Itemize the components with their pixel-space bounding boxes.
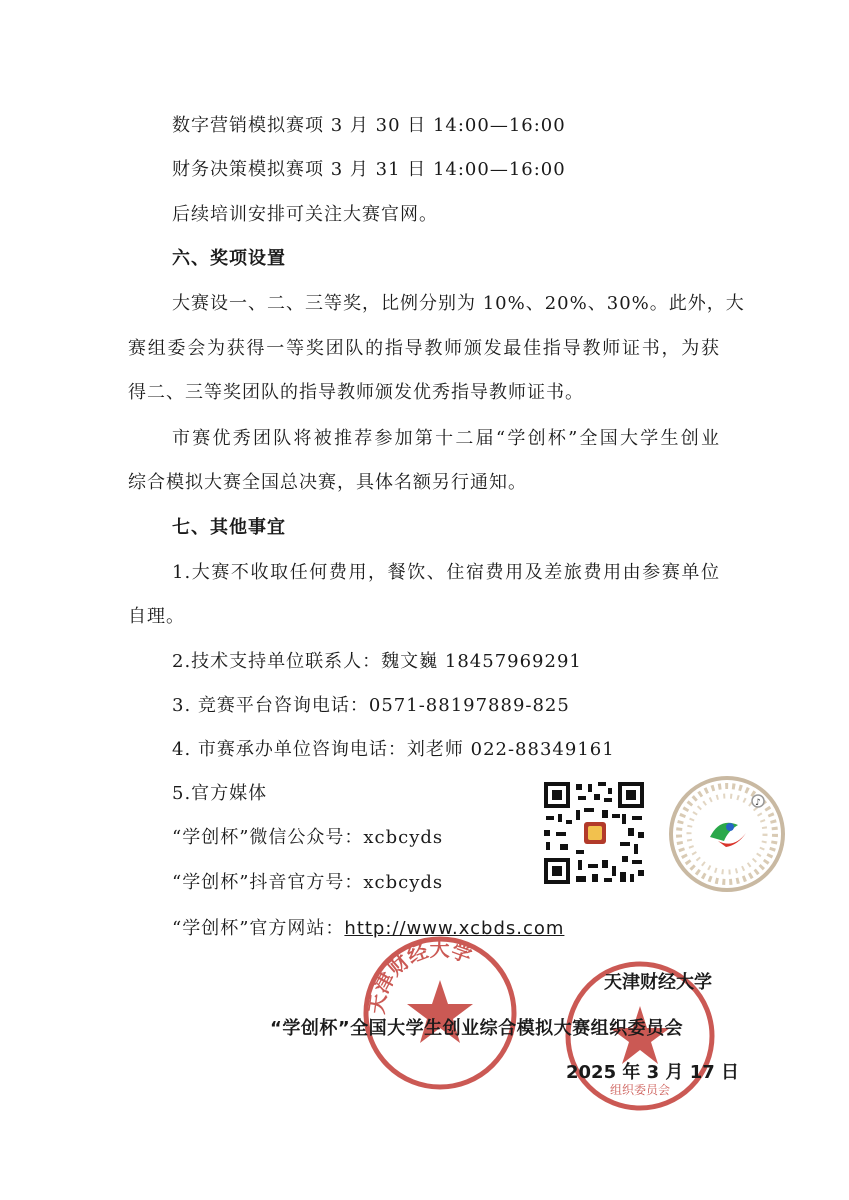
tech-support-contact: 2.技术支持单位联系人：魏文巍 18457969291: [172, 651, 582, 672]
signature-date: 2025 年 3 月 17 日: [566, 1062, 740, 1083]
organizer-phone: 4. 市赛承办单位咨询电话：刘老师 022-88349161: [172, 739, 615, 760]
signature-committee: “学创杯”全国大学生创业综合模拟大赛组织委员会: [270, 1018, 684, 1039]
website-label: “学创杯”官方网站：: [172, 918, 345, 939]
awards-paragraph-line-2: 赛组委会为获得一等奖团队的指导教师颁发最佳指导教师证书，为获: [128, 338, 720, 359]
fees-line-2: 自理。: [128, 606, 185, 627]
training-note: 后续培训安排可关注大赛官网。: [172, 204, 438, 225]
svg-text:♪: ♪: [755, 798, 761, 808]
platform-phone: 3. 竞赛平台咨询电话：0571-88197889-825: [172, 695, 570, 716]
schedule-finance-decision: 财务决策模拟赛项 3 月 31 日 14:00—16:00: [172, 159, 566, 180]
wechat-qr-code: [542, 780, 646, 886]
awards-paragraph-line-3: 得二、三等奖团队的指导教师颁发优秀指导教师证书。: [128, 382, 584, 403]
douyin-qr-code: [668, 775, 786, 893]
fees-line-1: 1.大赛不收取任何费用，餐饮、住宿费用及差旅费用由参赛单位: [172, 562, 720, 583]
official-media-heading: 5.官方媒体: [172, 783, 268, 804]
right-seal-text: 组织委员会: [609, 1083, 671, 1097]
section-heading-awards: 六、奖项设置: [172, 248, 286, 269]
left-seal-text: 天津财经大学: [364, 937, 476, 1016]
signature-university: 天津财经大学: [604, 972, 712, 993]
section-heading-other: 七、其他事宜: [172, 517, 286, 538]
university-seal: [360, 932, 520, 1094]
recommend-paragraph-line-1: 市赛优秀团队将被推荐参加第十二届“学创杯”全国大学生创业: [172, 428, 720, 449]
website-link[interactable]: http://www.xcbds.com: [344, 918, 565, 939]
wechat-account: “学创杯”微信公众号：xcbcyds: [172, 827, 444, 848]
awards-paragraph-line-1: 大赛设一、二、三等奖，比例分别为 10%、20%、30%。此外，大: [172, 293, 745, 314]
douyin-account: “学创杯”抖音官方号：xcbcyds: [172, 872, 444, 893]
recommend-paragraph-line-2: 综合模拟大赛全国总决赛，具体名额另行通知。: [128, 472, 527, 493]
schedule-digital-marketing: 数字营销模拟赛项 3 月 30 日 14:00—16:00: [172, 115, 566, 136]
